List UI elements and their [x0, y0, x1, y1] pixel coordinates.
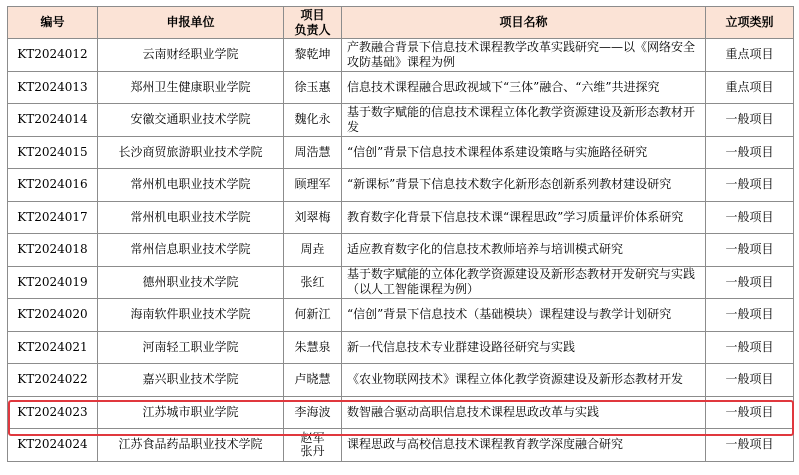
cell-lead: 徐玉惠	[284, 71, 342, 104]
cell-code: KT2024014	[8, 104, 98, 137]
table-row	[8, 364, 794, 397]
table-row	[8, 39, 794, 72]
cell-lead: 周浩慧	[284, 136, 342, 169]
header-lead-line2: 负责人	[294, 22, 331, 37]
cell-type: 一般项目	[706, 429, 794, 462]
cell-name: 基于数字赋能的立体化教学资源建设及新形态教材开发研究与实践（以人工智能课程为例）	[342, 266, 706, 299]
cell-type: 一般项目	[706, 169, 794, 202]
table-row	[8, 201, 794, 234]
cell-name: 《农业物联网技术》课程立体化教学资源建设及新形态教材开发	[342, 364, 706, 397]
cell-unit: 江苏食品药品职业技术学院	[98, 429, 284, 462]
table-row	[8, 266, 794, 299]
cell-lead-line1: 赵军	[300, 430, 325, 445]
cell-code: KT2024018	[8, 234, 98, 267]
table-row	[8, 71, 794, 104]
cell-unit: 安徽交通职业技术学院	[98, 104, 284, 137]
cell-unit: 常州信息职业技术学院	[98, 234, 284, 267]
cell-type: 一般项目	[706, 331, 794, 364]
cell-name: 课程思政与高校信息技术课程教育教学深度融合研究	[342, 429, 706, 462]
cell-type: 一般项目	[706, 201, 794, 234]
cell-lead: 李海波	[284, 396, 342, 429]
cell-name: 基于数字赋能的信息技术课程立体化教学资源建设及新形态教材开发	[342, 104, 706, 137]
cell-code: KT2024019	[8, 266, 98, 299]
cell-type: 一般项目	[706, 104, 794, 137]
cell-name: 产教融合背景下信息技术课程教学改革实践研究——以《网络安全攻防基础》课程为例	[342, 39, 706, 72]
cell-lead: 顾理军	[284, 169, 342, 202]
cell-unit: 长沙商贸旅游职业技术学院	[98, 136, 284, 169]
cell-lead: 周垚	[284, 234, 342, 267]
cell-name: “信创”背景下信息技术课程体系建设策略与实施路径研究	[342, 136, 706, 169]
table-row	[8, 104, 794, 137]
cell-lead	[284, 429, 342, 462]
cell-code: KT2024013	[8, 71, 98, 104]
table-row	[8, 331, 794, 364]
table-row-highlighted	[8, 396, 794, 429]
table-row	[8, 299, 794, 332]
table-row	[8, 234, 794, 267]
cell-code: KT2024020	[8, 299, 98, 332]
header-name: 项目名称	[342, 7, 706, 39]
table-row	[8, 429, 794, 462]
header-lead-line1: 项目	[300, 7, 325, 22]
project-table	[7, 6, 794, 462]
header-row	[8, 7, 794, 39]
cell-lead: 魏化永	[284, 104, 342, 137]
cell-unit: 常州机电职业技术学院	[98, 169, 284, 202]
cell-type: 一般项目	[706, 136, 794, 169]
cell-unit: 江苏城市职业学院	[98, 396, 284, 429]
cell-code: KT2024022	[8, 364, 98, 397]
cell-unit: 郑州卫生健康职业学院	[98, 71, 284, 104]
cell-name: 适应教育数字化的信息技术教师培养与培训模式研究	[342, 234, 706, 267]
cell-lead: 黎乾坤	[284, 39, 342, 72]
cell-name: 新一代信息技术专业群建设路径研究与实践	[342, 331, 706, 364]
cell-name: 数智融合驱动高职信息技术课程思政改革与实践	[342, 396, 706, 429]
cell-unit: 云南财经职业学院	[98, 39, 284, 72]
cell-lead: 刘翠梅	[284, 201, 342, 234]
header-code: 编号	[8, 7, 98, 39]
cell-type: 一般项目	[706, 299, 794, 332]
cell-lead-line2: 张丹	[300, 443, 325, 458]
cell-type: 一般项目	[706, 234, 794, 267]
header-unit: 申报单位	[98, 7, 284, 39]
cell-name: “信创”背景下信息技术（基础模块）课程建设与教学计划研究	[342, 299, 706, 332]
header-lead	[284, 7, 342, 39]
cell-code: KT2024017	[8, 201, 98, 234]
table-row	[8, 136, 794, 169]
cell-type: 重点项目	[706, 39, 794, 72]
table-row	[8, 169, 794, 202]
cell-name: “新课标”背景下信息技术数字化新形态创新系列教材建设研究	[342, 169, 706, 202]
cell-name: 教育数字化背景下信息技术课“课程思政”学习质量评价体系研究	[342, 201, 706, 234]
cell-type: 一般项目	[706, 364, 794, 397]
cell-unit: 常州机电职业技术学院	[98, 201, 284, 234]
cell-lead: 朱慧泉	[284, 331, 342, 364]
cell-code: KT2024012	[8, 39, 98, 72]
header-type: 立项类别	[706, 7, 794, 39]
cell-unit: 嘉兴职业技术学院	[98, 364, 284, 397]
cell-lead: 何新江	[284, 299, 342, 332]
cell-code: KT2024023	[8, 396, 98, 429]
cell-type: 一般项目	[706, 396, 794, 429]
cell-name: 信息技术课程融合思政视域下“三体”融合、“六维”共进探究	[342, 71, 706, 104]
cell-code: KT2024015	[8, 136, 98, 169]
cell-lead: 张红	[284, 266, 342, 299]
cell-unit: 河南轻工职业学院	[98, 331, 284, 364]
cell-lead: 卢晓慧	[284, 364, 342, 397]
cell-type: 重点项目	[706, 71, 794, 104]
cell-code: KT2024016	[8, 169, 98, 202]
cell-code: KT2024021	[8, 331, 98, 364]
cell-code: KT2024024	[8, 429, 98, 462]
cell-unit: 德州职业技术学院	[98, 266, 284, 299]
cell-unit: 海南软件职业技术学院	[98, 299, 284, 332]
cell-type: 一般项目	[706, 266, 794, 299]
